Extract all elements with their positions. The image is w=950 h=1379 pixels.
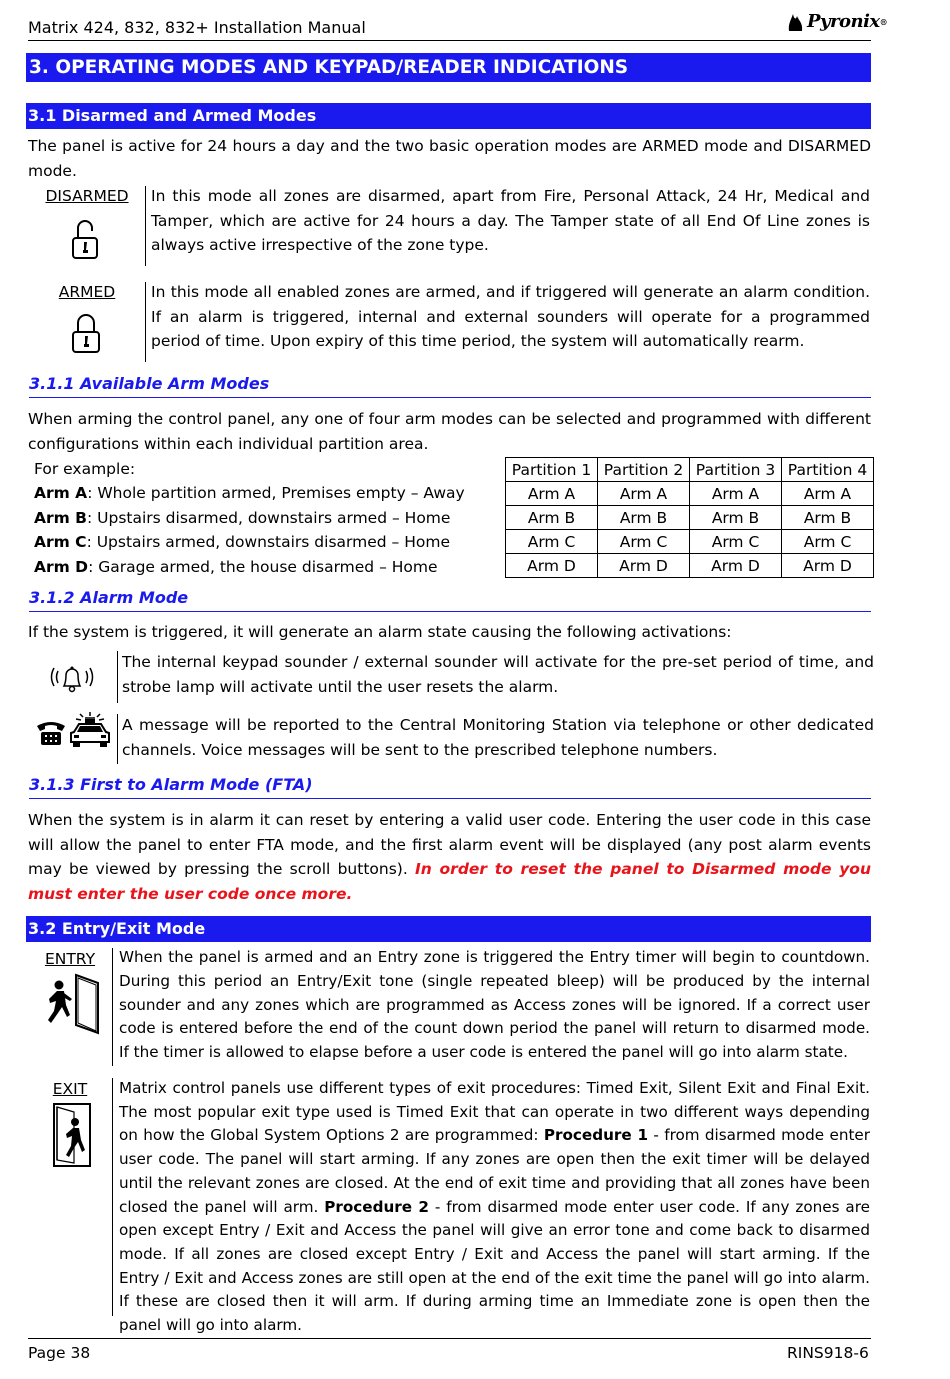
table-cell: Arm B [598, 506, 690, 530]
brand-name: Pyronix [807, 11, 880, 32]
entry-description: When the panel is armed and an Entry zone is triggered the Entry timer will begin to countdown. During this period an Entry/Exit tone (single repeated bleep) will be produced by the internal sounder and any zones which are programmed as Access zones will be ignored. If a correct user code is entered before the end of the count down period the panel will return to disarmed mode. If the timer is allowed to elapse before a user code is entered the panel will go into alarm state. [119, 948, 870, 1062]
table-cell: Arm C [782, 530, 874, 554]
entry-divider [112, 948, 113, 1066]
table-cell: Arm B [690, 506, 782, 530]
table-header-cell: Partition 1 [506, 458, 598, 482]
procedure-2-label: Procedure 2 [324, 1197, 429, 1216]
subsection-3-1-2-title: 3.1.2 Alarm Mode [29, 586, 871, 612]
exit-description: Matrix control panels use different types of exit procedures: Timed Exit, Silent Exit and Final Exit. The most popular exit type used is Timed Exit that can operate in two different ways depending on how the Global System Options 2 are programmed: Procedure 1 - from disarmed mode enter user code. The panel will start arming. If any zones are open then the exit timer will be delayed until the relevant zones are closed. At the end of exit time and providing that all zones have been closed the panel will arm. Procedure 2 - from disarmed mode enter user code. If any zones are open except Entry / Exit and Access the panel will give an error tone and come back to disarmed mode. If all zones are closed except Entry / Exit and Access the panel will start arming. If the Entry / Exit and Access zones are still open at the end of the exit time the panel will go into alarm. If these are closed then it will arm. If during arming time an Immediate zone is open then the panel will go into alarm. [119, 1079, 870, 1335]
police-car-icon [68, 712, 112, 750]
table-cell: Arm D [690, 554, 782, 578]
disarmed-label: DISARMED [45, 187, 129, 205]
procedure-1-label: Procedure 1 [543, 1126, 649, 1145]
bell-sounder-icon [48, 660, 96, 694]
list-item: Arm C: Upstairs armed, downstairs disarmed – Home [34, 533, 450, 551]
subsection-3-1-3-title: 3.1.3 First to Alarm Mode (FTA) [29, 773, 871, 799]
sounder-divider [117, 651, 118, 703]
s311-intro: When arming the control panel, any one of four arm modes can be selected and programmed with different configurations within each individual partition area. [28, 410, 871, 453]
table-cell: Arm D [506, 554, 598, 578]
armed-label: ARMED [58, 283, 116, 301]
telephone-icon [34, 716, 68, 748]
person-exiting-door-icon [52, 1102, 94, 1168]
sounder-description: The internal keypad sounder / external sounder will activate for the pre-set period of time, and strobe lamp will activate until the user resets the alarm. [122, 653, 874, 696]
report-divider [117, 714, 118, 764]
table-cell: Arm A [690, 482, 782, 506]
s31-intro: The panel is active for 24 hours a day and the two basic operation modes are ARMED mode and DISARMED mode. [28, 137, 871, 180]
document-reference: RINS918-6 [787, 1344, 869, 1362]
table-header-cell: Partition 2 [598, 458, 690, 482]
brand-logo [787, 10, 887, 35]
table-cell: Arm C [506, 530, 598, 554]
pyronix-flame-icon [787, 12, 805, 32]
armed-description: In this mode all enabled zones are armed, and if triggered will generate an alarm condition. If an alarm is triggered, internal and external sounders will operate for a programmed period of time. Upon expiry of this time period, the system will automatically rearm. [151, 283, 870, 350]
section-title: 3. OPERATING MODES AND KEYPAD/READER INDICATIONS [26, 53, 871, 82]
fta-warning: In order to reset the panel to Disarmed mode you must enter the user code once more. [28, 860, 871, 903]
exit-label: EXIT [52, 1080, 88, 1098]
table-row [506, 554, 874, 578]
subsection-3-1-1-title: 3.1.1 Available Arm Modes [29, 372, 871, 398]
person-entering-door-icon [40, 973, 100, 1035]
subsection-3-2-title: 3.2 Entry/Exit Mode [26, 916, 871, 942]
brand-mark: ® [879, 17, 888, 27]
subsection-3-1-title: 3.1 Disarmed and Armed Modes [26, 103, 871, 129]
table-cell: Arm C [598, 530, 690, 554]
table-cell: Arm D [598, 554, 690, 578]
table-cell: Arm B [506, 506, 598, 530]
table-cell: Arm B [782, 506, 874, 530]
s312-intro: If the system is triggered, it will generate an alarm state causing the following activations: [28, 623, 732, 641]
entry-label: ENTRY [44, 950, 96, 968]
footer-rule [28, 1338, 871, 1339]
table-cell: Arm D [782, 554, 874, 578]
exit-divider [112, 1078, 113, 1316]
armed-divider [145, 282, 146, 362]
locked-padlock-icon [70, 312, 102, 354]
unlocked-padlock-icon [70, 218, 102, 260]
table-cell: Arm A [506, 482, 598, 506]
partition-table [505, 457, 874, 578]
table-cell: Arm A [782, 482, 874, 506]
report-description: A message will be reported to the Central Monitoring Station via telephone or other dedicated channels. Voice messages will be sent to the prescribed telephone numbers. [122, 716, 874, 759]
table-row [506, 530, 874, 554]
table-row [506, 506, 874, 530]
header-rule [28, 40, 871, 41]
table-row [506, 482, 874, 506]
table-cell: Arm A [598, 482, 690, 506]
list-item: Arm A: Whole partition armed, Premises empty – Away [34, 484, 465, 502]
disarmed-divider [145, 186, 146, 266]
header-title: Matrix 424, 832, 832+ Installation Manual [28, 18, 366, 37]
table-cell: Arm C [690, 530, 782, 554]
table-header-cell: Partition 4 [782, 458, 874, 482]
table-header-row [506, 458, 874, 482]
table-header-cell: Partition 3 [690, 458, 782, 482]
disarmed-description: In this mode all zones are disarmed, apart from Fire, Personal Attack, 24 Hr, Medical and Tamper, which are active for 24 hours a day. The Tamper state of all End Of Line zones is always active irrespective of the zone type. [151, 187, 870, 254]
list-item: Arm B: Upstairs disarmed, downstairs armed – Home [34, 508, 451, 527]
list-item: Arm D: Garage armed, the house disarmed – Home [34, 557, 438, 576]
page-number: Page 38 [28, 1344, 91, 1362]
example-label: For example: [34, 460, 136, 478]
fta-description: When the system is in alarm it can reset by entering a valid user code. Entering the user code in this case will allow the panel to enter FTA mode, and the first alarm event will be displayed (any post alarm events may be viewed by pressing the scroll buttons). In order to reset the panel to Disarmed mode you must enter the user code once more. [28, 811, 871, 903]
arm-mode-example-list [34, 481, 465, 579]
